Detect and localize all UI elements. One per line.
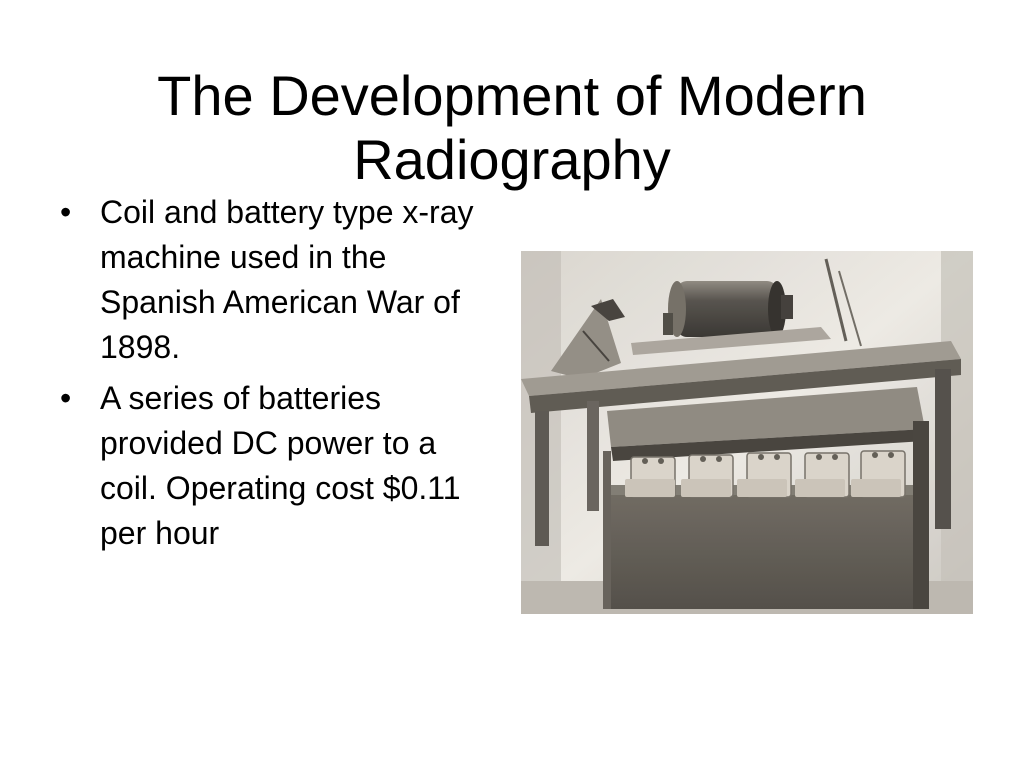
bullet-marker: • bbox=[60, 380, 72, 416]
slide-title-line-1: The Development of Modern bbox=[157, 63, 867, 127]
xray-machine-photo bbox=[521, 251, 973, 614]
bullet-text: Coil and battery type x-ray machine used in the Spanish American War of 1898. bbox=[100, 194, 474, 365]
bullet-text: A series of batteries provided DC power to a coil. Operating cost $0.11 per hour bbox=[100, 380, 461, 551]
bullet-item bbox=[58, 190, 498, 370]
bullet-marker: • bbox=[60, 194, 72, 230]
bullet-list bbox=[58, 190, 498, 562]
slide-title-line-2: Radiography bbox=[353, 127, 671, 191]
slide-title bbox=[60, 64, 964, 192]
bullet-item bbox=[58, 376, 498, 556]
